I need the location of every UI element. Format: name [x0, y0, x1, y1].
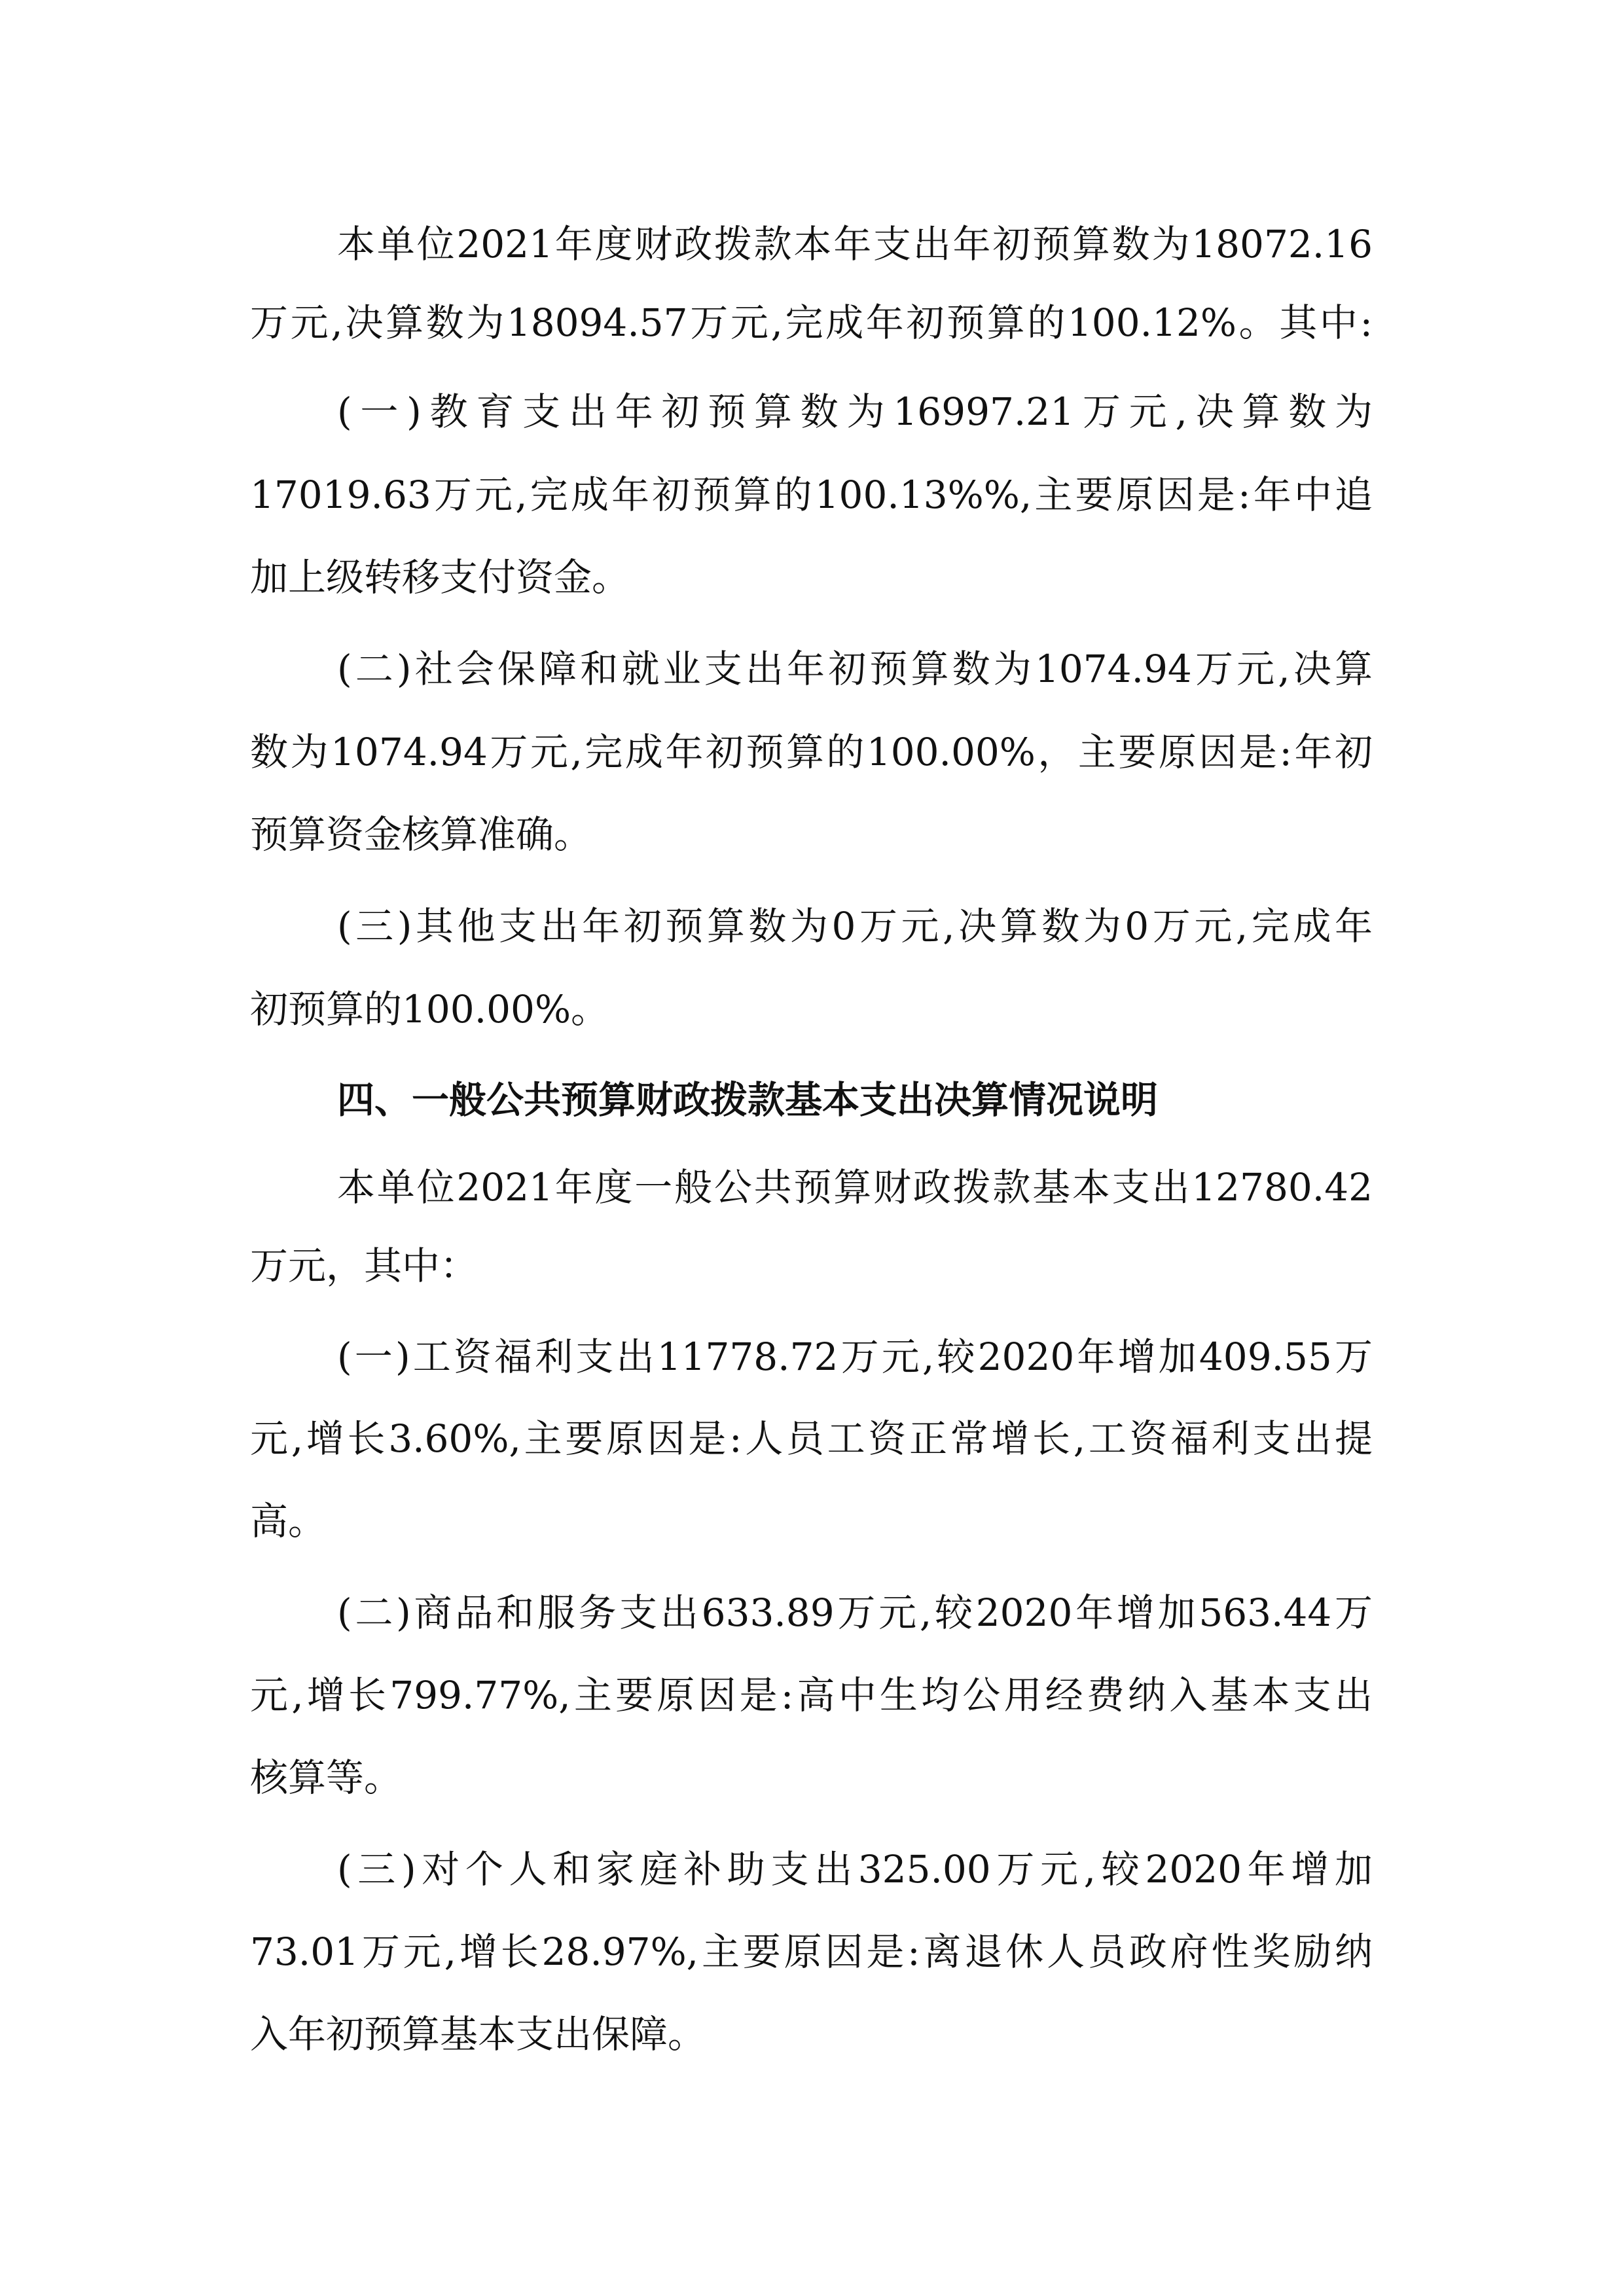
paragraph-line: (三)对个人和家庭补助支出325.00万元,较2020年增加: [337, 1847, 1373, 1892]
paragraph-line: 核算等。: [250, 1755, 403, 1800]
paragraph-line: 万元,决算数为18094.57万元,完成年初预算的100.12%。其中:: [250, 300, 1373, 345]
section-heading: 四、一般公共预算财政拨款基本支出决算情况说明: [337, 1079, 1158, 1122]
paragraph-line: 元,增长799.77%,主要原因是:高中生均公用经费纳入基本支出: [250, 1673, 1373, 1717]
paragraph-line: 本单位2021年度财政拨款本年支出年初预算数为18072.16: [337, 222, 1373, 266]
paragraph-line: 73.01万元,增长28.97%,主要原因是:离退休人员政府性奖励纳: [250, 1929, 1373, 1974]
paragraph-line: 万元，其中：: [250, 1244, 478, 1288]
paragraph-line: 元,增长3.60%,主要原因是:人员工资正常增长,工资福利支出提: [250, 1416, 1373, 1461]
paragraph-line: 高。: [250, 1499, 327, 1543]
paragraph-line: (一)教育支出年初预算数为16997.21万元,决算数为: [337, 389, 1373, 434]
paragraph-line: 入年初预算基本支出保障。: [250, 2012, 706, 2056]
paragraph-line: (三)其他支出年初预算数为0万元,决算数为0万元,完成年: [337, 904, 1373, 948]
paragraph-line: (二)商品和服务支出633.89万元,较2020年增加563.44万: [337, 1590, 1373, 1635]
paragraph-line: 初预算的100.00%。: [250, 987, 609, 1031]
paragraph-line: (二)社会保障和就业支出年初预算数为1074.94万元,决算: [337, 647, 1373, 691]
paragraph-line: 本单位2021年度一般公共预算财政拨款基本支出12780.42: [337, 1165, 1373, 1210]
paragraph-line: 17019.63万元,完成年初预算的100.13%%,主要原因是:年中追: [250, 473, 1373, 517]
paragraph-line: 加上级转移支付资金。: [250, 555, 630, 600]
paragraph-line: 数为1074.94万元,完成年初预算的100.00%，主要原因是:年初: [250, 730, 1373, 774]
paragraph-line: (一)工资福利支出11778.72万元,较2020年增加409.55万: [337, 1335, 1373, 1379]
paragraph-line: 预算资金核算准确。: [250, 812, 592, 857]
